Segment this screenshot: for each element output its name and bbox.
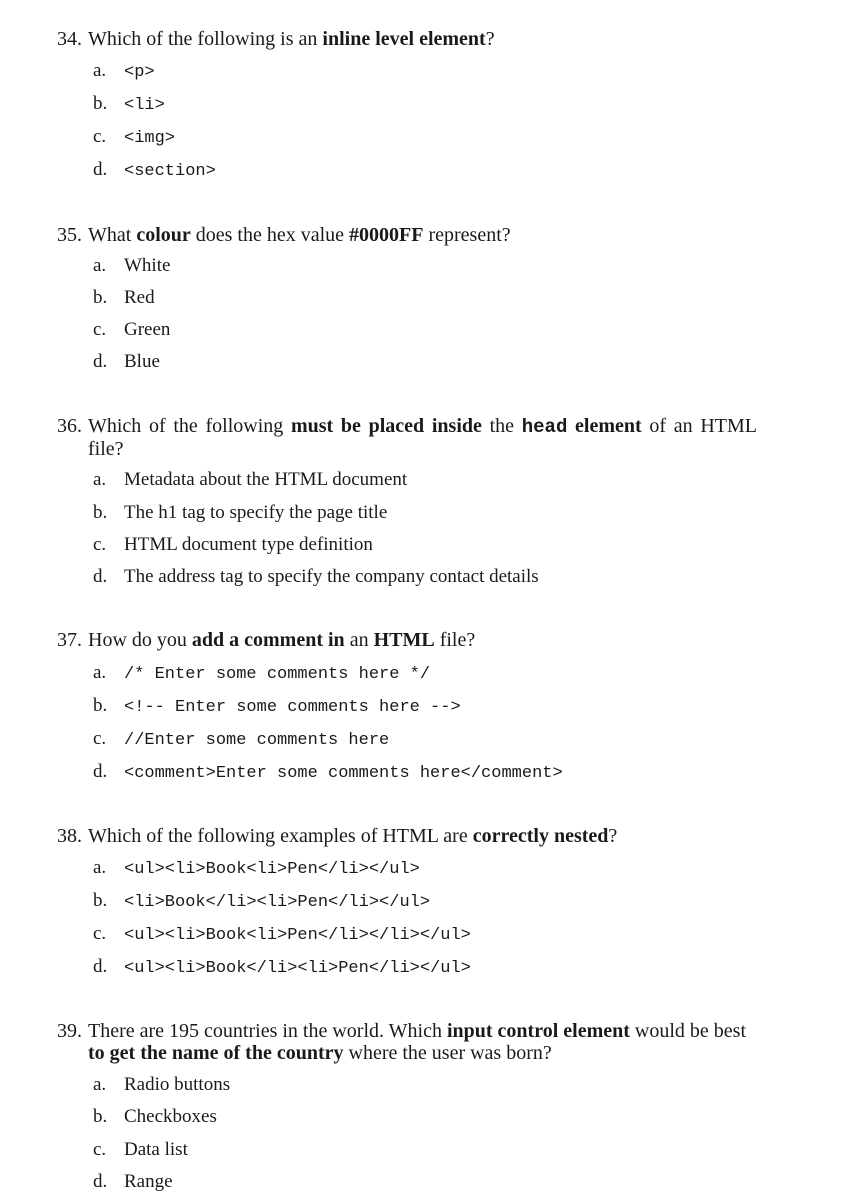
option-text: White — [124, 255, 171, 276]
option-label: c. — [93, 923, 107, 944]
option-b — [93, 890, 430, 912]
stem-bold-text: to get the name of the country — [88, 1042, 344, 1064]
option-text: Blue — [124, 351, 160, 372]
option-label: a. — [93, 469, 107, 490]
option-text: /* Enter some comments here */ — [124, 665, 431, 684]
stem-bold-text: inline level element — [322, 28, 486, 50]
stem-text: represent? — [423, 224, 511, 246]
option-label: d. — [93, 956, 108, 977]
question-text — [88, 28, 757, 50]
option-label: d. — [93, 761, 108, 782]
option-d — [93, 956, 471, 978]
option-label: b. — [93, 1106, 108, 1127]
option-text: <img> — [124, 129, 176, 148]
question-35 — [57, 224, 757, 372]
option-c — [93, 923, 471, 945]
stem-text: ? — [485, 28, 495, 50]
stem-text: the — [481, 415, 522, 437]
option-b — [93, 93, 165, 115]
question-number: 38. — [57, 825, 82, 847]
stem-text: where the user was born? — [343, 1042, 552, 1064]
option-text: Checkboxes — [124, 1106, 217, 1127]
option-label: b. — [93, 93, 108, 114]
option-text: <ul><li>Book<li>Pen</li></ul> — [124, 860, 420, 879]
stem-bold-text: HTML — [373, 629, 435, 651]
option-label: c. — [93, 534, 107, 555]
option-label: a. — [93, 857, 107, 878]
option-label: c. — [93, 1139, 107, 1160]
question-text — [88, 1020, 757, 1064]
option-label: b. — [93, 890, 108, 911]
question-stem — [57, 629, 757, 651]
question-stem — [57, 825, 757, 847]
option-a — [93, 662, 430, 684]
stem-text: Which of the following examples of HTML are — [88, 825, 473, 847]
option-d — [93, 566, 539, 588]
option-label: b. — [93, 287, 108, 308]
option-label: a. — [93, 255, 107, 276]
option-text: <comment>Enter some comments here</comment> — [124, 764, 563, 783]
option-a — [93, 857, 420, 879]
option-label: c. — [93, 126, 107, 147]
option-label: d. — [93, 566, 108, 587]
stem-bold-text: must be placed inside — [290, 415, 482, 437]
stem-text: ? — [608, 825, 618, 847]
option-b — [93, 1106, 217, 1128]
option-a — [93, 1074, 230, 1096]
option-text: Data list — [124, 1139, 188, 1160]
question-number: 35. — [57, 224, 82, 246]
question-34 — [57, 28, 757, 181]
option-d — [93, 761, 563, 783]
option-d — [93, 1171, 173, 1193]
question-36 — [57, 415, 757, 587]
option-label: a. — [93, 1074, 107, 1095]
option-c — [93, 1139, 188, 1161]
stem-text: There are 195 countries in the world. Which — [88, 1020, 447, 1042]
option-c — [93, 126, 175, 148]
question-number: 37. — [57, 629, 82, 651]
option-text: <li> — [124, 96, 165, 115]
option-label: b. — [93, 502, 108, 523]
option-a — [93, 60, 155, 82]
option-text: The address tag to specify the company contact details — [124, 566, 539, 587]
option-label: d. — [93, 1171, 108, 1192]
option-text: <p> — [124, 63, 155, 82]
stem-bold-text: element — [567, 415, 642, 437]
stem-text: of an HTML file? — [88, 415, 757, 460]
option-label: c. — [93, 728, 107, 749]
option-c — [93, 534, 373, 556]
option-a — [93, 469, 407, 491]
stem-bold-text: colour — [136, 224, 191, 246]
option-text: //Enter some comments here — [124, 731, 390, 750]
option-label: c. — [93, 319, 107, 340]
option-text: Green — [124, 319, 171, 340]
option-d — [93, 351, 160, 373]
option-a — [93, 255, 170, 277]
stem-bold-text: correctly nested — [472, 825, 609, 847]
stem-text: file? — [434, 629, 476, 651]
question-text — [88, 629, 757, 651]
option-text: Radio buttons — [124, 1074, 231, 1095]
option-text: Red — [124, 287, 155, 308]
stem-bold-text: input control element — [446, 1020, 630, 1042]
stem-code-text: head — [521, 416, 568, 438]
stem-text: does the hex value — [190, 224, 350, 246]
question-39 — [57, 1020, 757, 1192]
option-text: Metadata about the HTML document — [124, 469, 408, 490]
stem-text: Which of the following is an — [88, 28, 323, 50]
stem-text: How do you — [88, 629, 192, 651]
option-text: <li>Book</li><li>Pen</li></ul> — [124, 893, 431, 912]
option-b — [93, 502, 387, 524]
question-text — [88, 415, 757, 460]
option-text: HTML document type definition — [124, 534, 373, 555]
option-label: d. — [93, 159, 108, 180]
option-b — [93, 695, 461, 717]
question-text — [88, 224, 757, 246]
option-c — [93, 728, 389, 750]
question-number: 39. — [57, 1020, 82, 1042]
question-text — [88, 825, 757, 847]
stem-bold-text: add a comment in — [191, 629, 345, 651]
option-label: a. — [93, 662, 107, 683]
question-stem — [57, 28, 757, 50]
option-text: Range — [124, 1171, 173, 1192]
option-text: <ul><li>Book<li>Pen</li></li></ul> — [124, 926, 471, 945]
stem-text: Which of the following — [88, 415, 291, 437]
option-c — [93, 319, 170, 341]
question-37 — [57, 629, 757, 783]
option-text: The h1 tag to specify the page title — [124, 502, 388, 523]
question-number: 34. — [57, 28, 82, 50]
option-text: <ul><li>Book</li><li>Pen</li></ul> — [124, 959, 471, 978]
option-label: d. — [93, 351, 108, 372]
question-number: 36. — [57, 415, 82, 437]
question-38 — [57, 825, 757, 978]
option-text: <section> — [124, 162, 216, 181]
question-stem — [57, 415, 757, 460]
stem-text: What — [88, 224, 137, 246]
question-stem — [57, 224, 757, 246]
stem-text: an — [344, 629, 374, 651]
option-b — [93, 287, 155, 309]
question-stem — [57, 1020, 757, 1064]
stem-text: would be best — [629, 1020, 747, 1042]
option-text: <!-- Enter some comments here --> — [124, 698, 461, 717]
option-label: a. — [93, 60, 107, 81]
option-d — [93, 159, 216, 181]
option-label: b. — [93, 695, 108, 716]
stem-bold-text: #0000FF — [349, 224, 424, 246]
